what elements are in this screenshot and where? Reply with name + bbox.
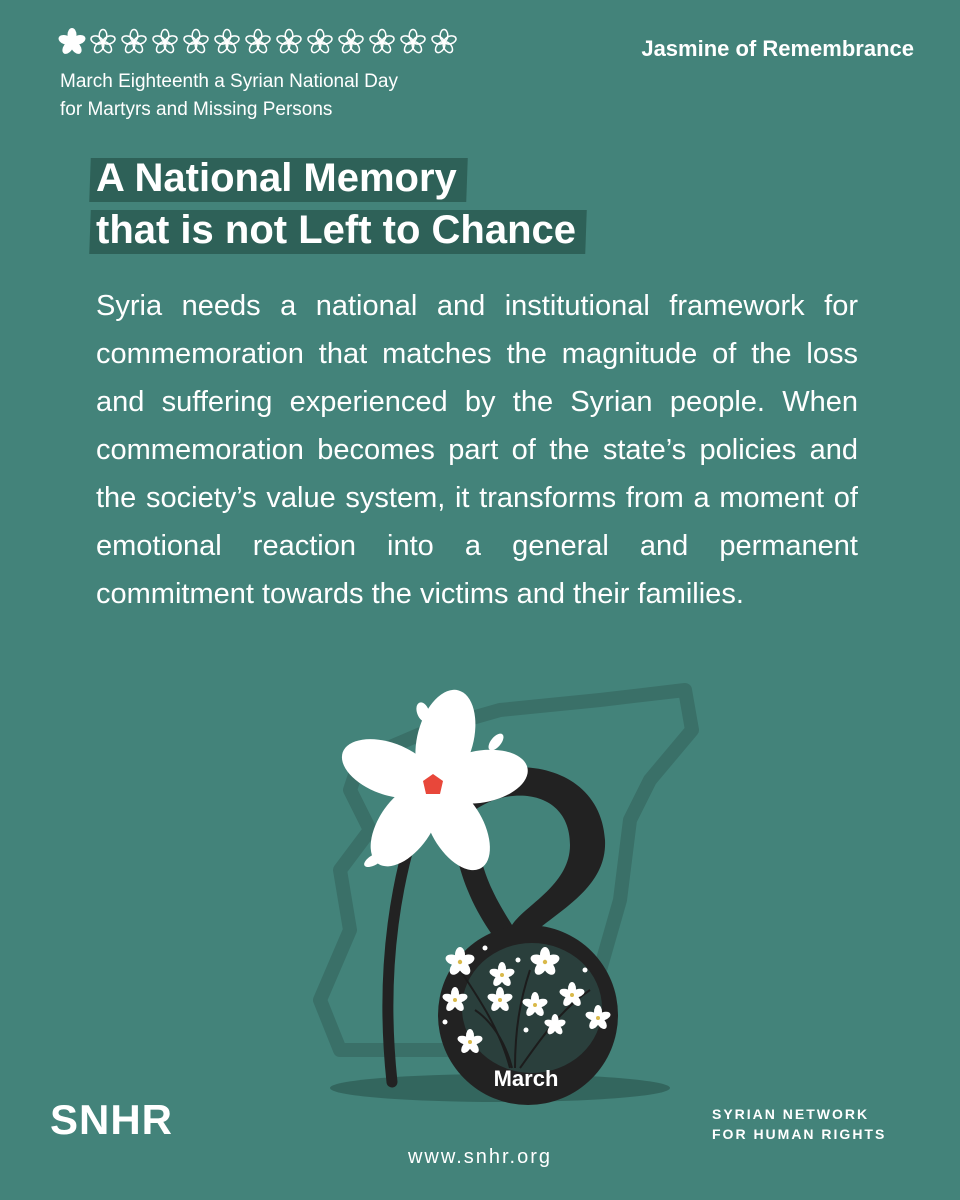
snhr-logo: SNHR: [50, 1096, 174, 1143]
headline-line-1: A National Memory: [96, 152, 467, 204]
jasmine-outline-icon: [89, 28, 117, 56]
series-title: Jasmine of Remembrance: [641, 36, 914, 61]
jasmine-outline-icon: [275, 28, 303, 56]
jasmine-outline-icon: [399, 28, 427, 56]
organization-name: [712, 1104, 886, 1144]
headline: [96, 152, 586, 256]
jasmine-outline-icon: [430, 28, 458, 56]
jasmine-flower-row: [58, 28, 458, 56]
jasmine-outline-icon: [120, 28, 148, 56]
jasmine-eight-illustration: [300, 670, 720, 1130]
jasmine-outline-icon: [306, 28, 334, 56]
jasmine-filled-icon: [58, 28, 86, 56]
jasmine-outline-icon: [368, 28, 396, 56]
jasmine-outline-icon: [244, 28, 272, 56]
event-subtitle: [60, 68, 398, 124]
headline-line-2: that is not Left to Chance: [96, 204, 586, 256]
website-link[interactable]: www.snhr.org: [407, 1146, 553, 1168]
march-label: March: [493, 1066, 559, 1091]
jasmine-outline-icon: [213, 28, 241, 56]
body-paragraph: Syria needs a national and institutional framework for commemoration that matches the magnitude of the loss and suffering experienced by the Syrian people. When commemoration becomes part of the state’s policies and the society’s value system, it transforms from a moment of emotional reaction into a general and permanent commitment towards the victims and their families.: [96, 290, 858, 610]
org-line-1: SYRIAN NETWORK: [712, 1106, 870, 1122]
jasmine-outline-icon: [337, 28, 365, 56]
jasmine-outline-icon: [151, 28, 179, 56]
org-line-2: FOR HUMAN RIGHTS: [712, 1126, 887, 1142]
subtitle-line-1: March Eighteenth a Syrian National Day: [60, 71, 398, 92]
subtitle-line-2: for Martyrs and Missing Persons: [60, 99, 333, 120]
jasmine-outline-icon: [182, 28, 210, 56]
petal-2: [486, 731, 507, 753]
